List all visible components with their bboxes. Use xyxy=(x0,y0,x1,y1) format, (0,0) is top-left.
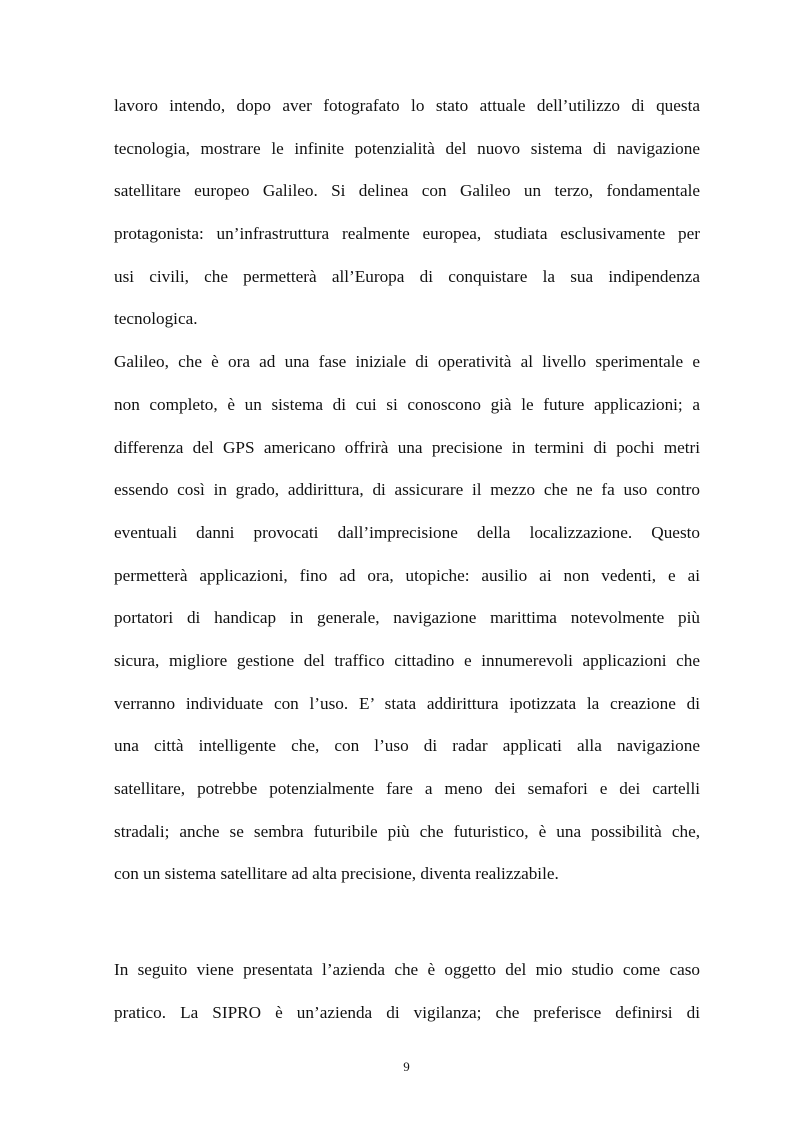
text-line: tecnologica. xyxy=(114,309,198,329)
text-line: una città intelligente che, con l’uso di radar applicati alla navigazione xyxy=(114,736,700,756)
text-line: sicura, migliore gestione del traffico cittadino e innumerevoli applicazioni che xyxy=(114,650,700,670)
text-line: pratico. La SIPRO è un’azienda di vigilanza; che preferisce definirsi di xyxy=(114,1002,700,1022)
text-line: usi civili, che permetterà all’Europa di conquistare la sua indipendenza xyxy=(114,266,700,286)
text-line: verranno individuate con l’uso. E’ stata addirittura ipotizzata la creazione di xyxy=(114,693,700,713)
paragraph-galileo-applications xyxy=(114,341,700,896)
text-line: differenza del GPS americano offrirà una precisione in termini di pochi metri xyxy=(114,437,700,457)
text-line: tecnologia, mostrare le infinite potenzialità del nuovo sistema di navigazione xyxy=(114,138,700,158)
paragraph-galileo-intro xyxy=(114,85,700,341)
text-line: essendo così in grado, addirittura, di assicurare il mezzo che ne fa uso contro xyxy=(114,480,700,500)
text-line: protagonista: un’infrastruttura realmente europea, studiata esclusivamente per xyxy=(114,224,700,244)
text-line: stradali; anche se sembra futuribile più che futuristico, è una possibilità che, xyxy=(114,821,700,841)
page-number: 9 xyxy=(403,1059,410,1074)
text-line: eventuali danni provocati dall’imprecisione della localizzazione. Questo xyxy=(114,522,700,542)
text-line: portatori di handicap in generale, navigazione marittima notevolmente più xyxy=(114,608,700,628)
body-text-block-1 xyxy=(114,85,700,896)
paragraph-sipro-intro xyxy=(114,949,700,1034)
text-line: satellitare europeo Galileo. Si delinea con Galileo un terzo, fondamentale xyxy=(114,181,700,201)
text-line: Galileo, che è ora ad una fase iniziale di operatività al livello sperimentale e xyxy=(114,352,700,372)
text-line: permetterà applicazioni, fino ad ora, utopiche: ausilio ai non vedenti, e ai xyxy=(114,565,700,585)
body-text-block-2 xyxy=(114,949,700,1034)
text-line: In seguito viene presentata l’azienda che è oggetto del mio studio come caso xyxy=(114,960,700,979)
text-line: non completo, è un sistema di cui si conoscono già le future applicazioni; a xyxy=(114,394,700,414)
text-line: lavoro intendo, dopo aver fotografato lo stato attuale dell’utilizzo di questa xyxy=(114,96,700,115)
text-line: satellitare, potrebbe potenzialmente fare a meno dei semafori e dei cartelli xyxy=(114,779,700,798)
text-line: con un sistema satellitare ad alta precisione, diventa realizzabile. xyxy=(114,864,559,884)
